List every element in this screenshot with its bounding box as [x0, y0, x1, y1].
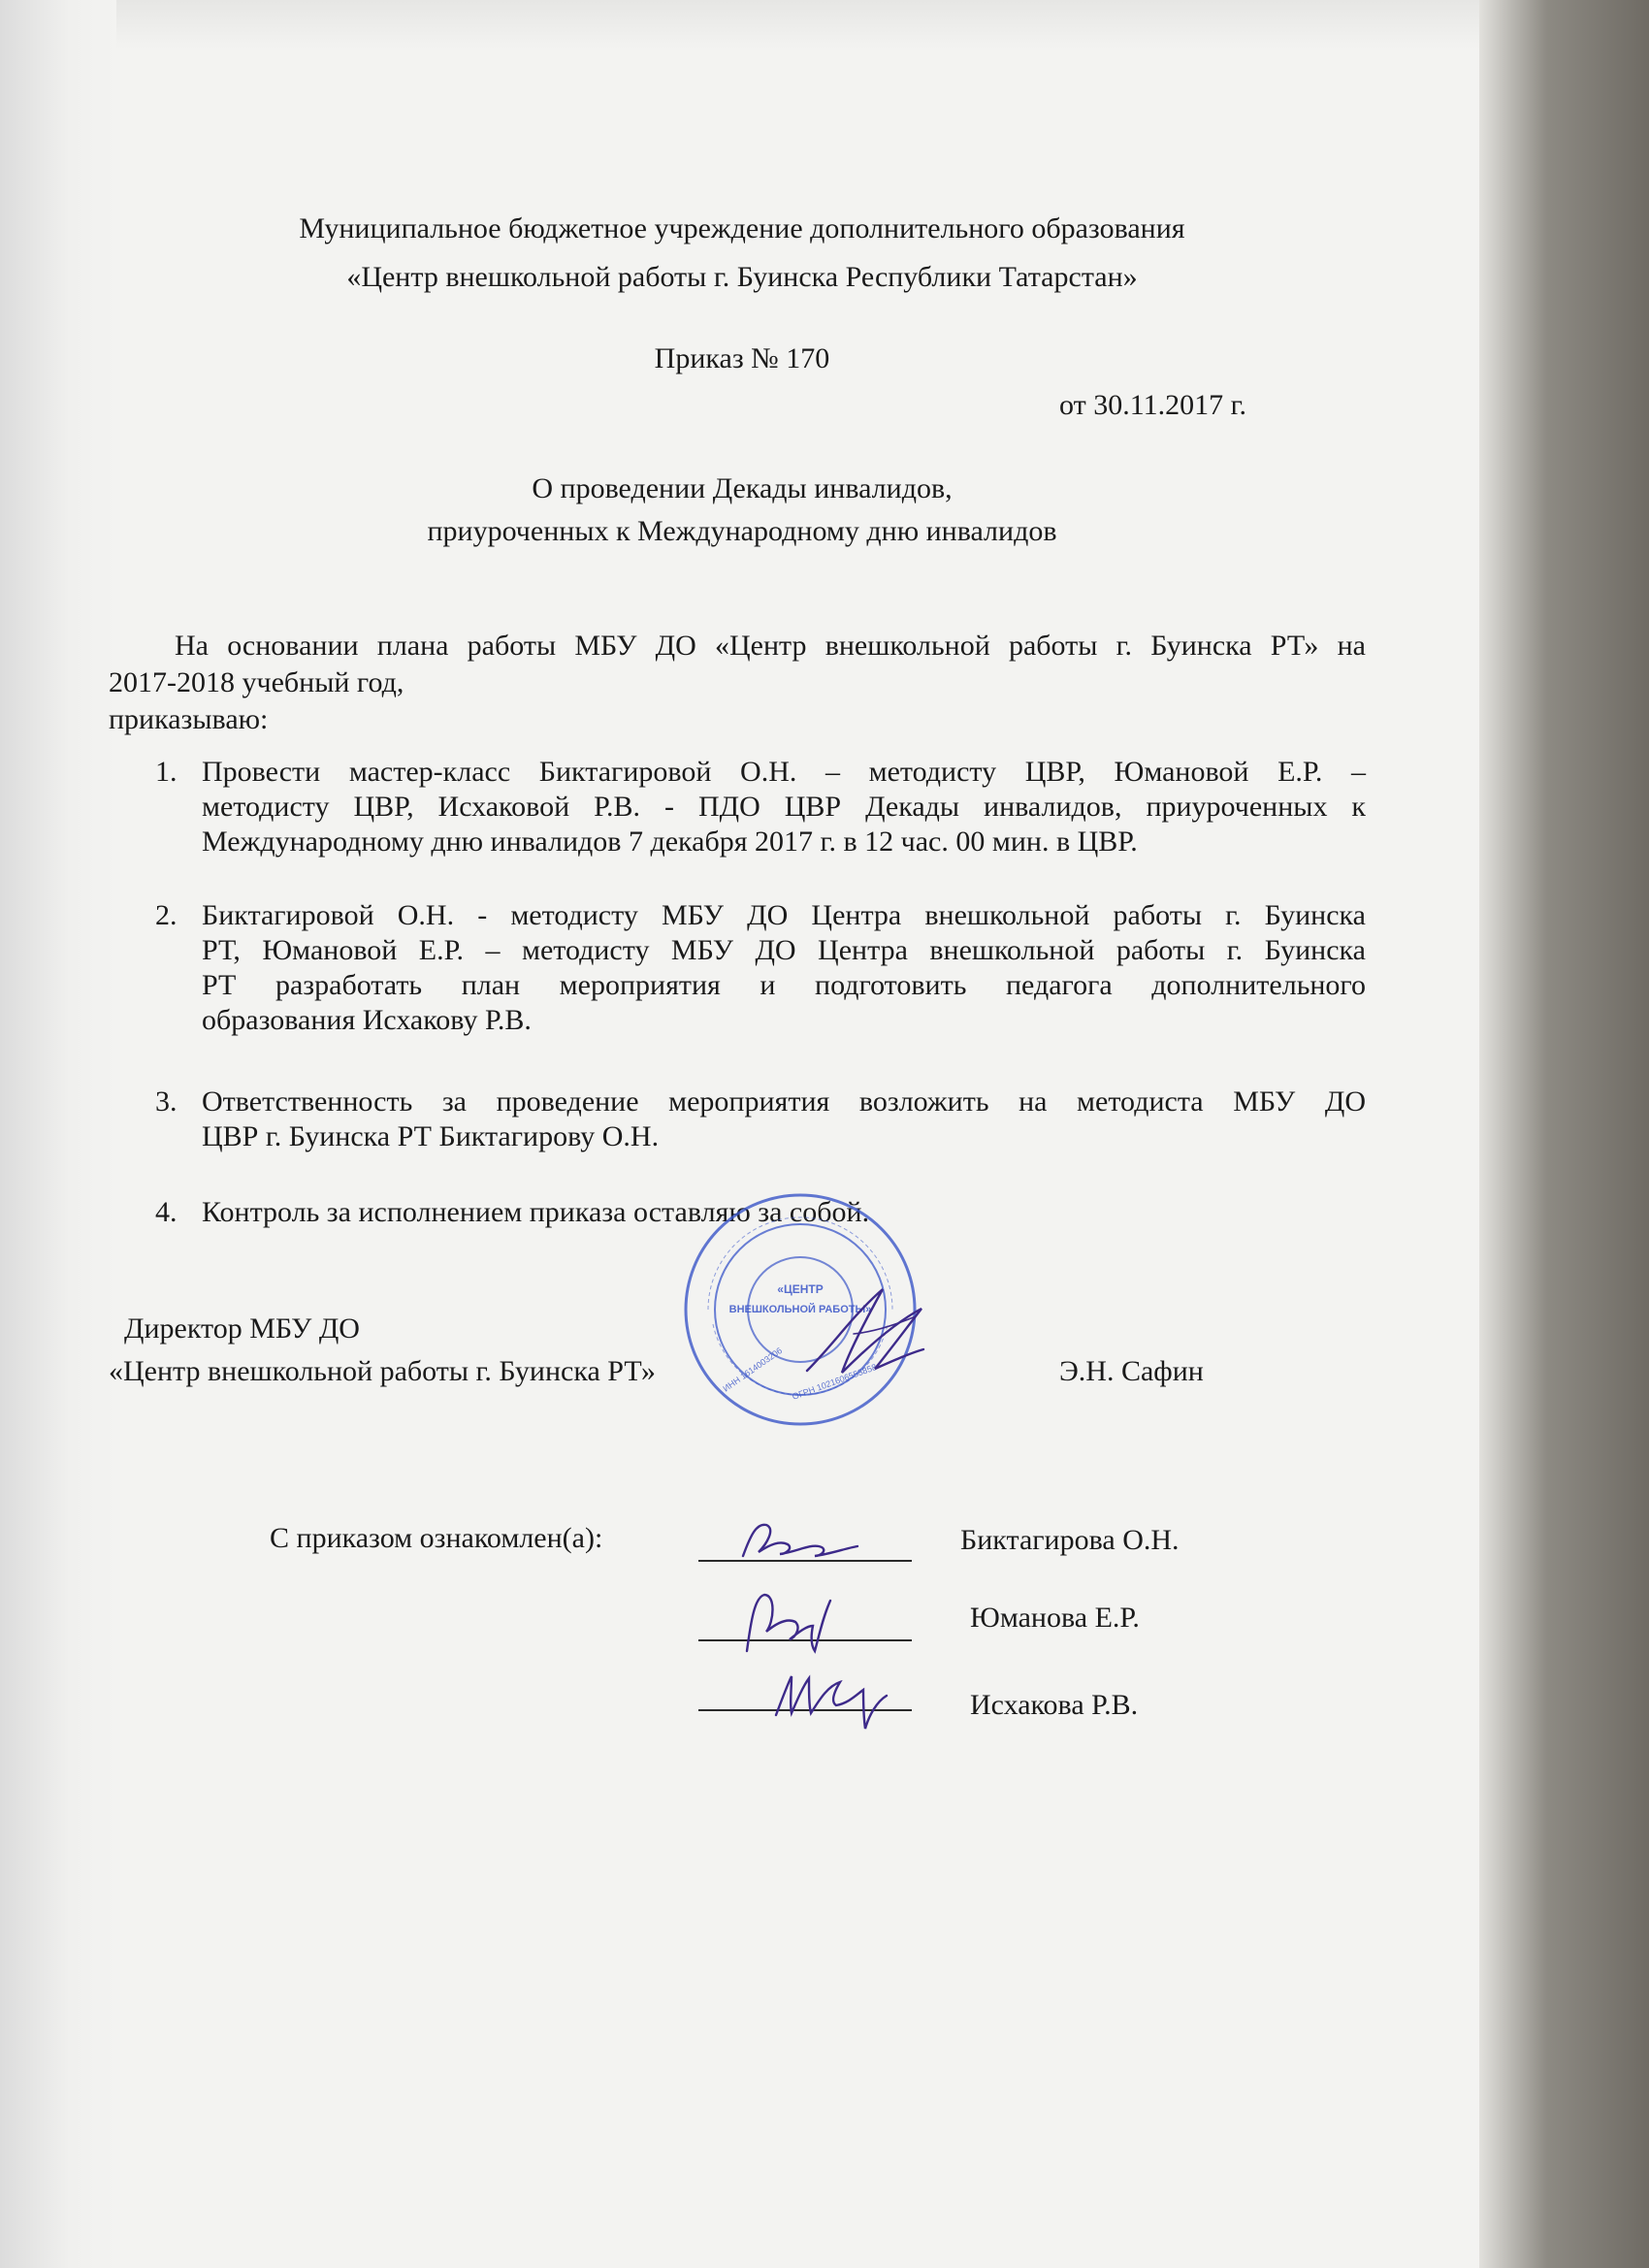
org-name-line2: «Центр внешкольной работы г. Буинска Республики Татарстан»: [346, 261, 1138, 293]
item-1-line1: Провести мастер-класс Биктагировой О.Н. – методисту ЦВР, Юмановой Е.Р. –: [202, 756, 1366, 788]
acknowledgement-name-2: Юманова Е.Р.: [970, 1602, 1140, 1634]
order-title: Приказ № 170: [654, 342, 830, 374]
item-2-line4: образования Исхакову Р.В.: [202, 1004, 532, 1036]
item-3-line2: ЦВР г. Буинска РТ Биктагирову О.Н.: [202, 1120, 660, 1152]
signature-biktagirova: [737, 1515, 863, 1564]
director-signature: [795, 1276, 931, 1382]
item-1-line2: методисту ЦВР, Исхаковой Р.В. - ПДО ЦВР Декады инвалидов, приуроченных к: [202, 791, 1366, 823]
director-position-line1: Директор МБУ ДО: [124, 1312, 360, 1345]
stamp-center-line2: ВНЕШКОЛЬНОЙ РАБОТЫ»: [728, 1304, 872, 1315]
stamp-inn: ИНН 1614003206: [721, 1345, 785, 1394]
item-2-line3: РТ разработать план мероприятия и подготовить педагога дополнительного: [202, 969, 1366, 1001]
item-2-line2: РТ, Юмановой Е.Р. – методисту МБУ ДО Центра внешкольной работы г. Буинска: [202, 934, 1366, 966]
subject-line1: О проведении Декады инвалидов,: [532, 472, 953, 504]
item-2-number: 2.: [155, 899, 178, 931]
director-position-line2: «Центр внешкольной работы г. Буинска РТ»: [109, 1355, 656, 1387]
acknowledgement-name-3: Исхакова Р.В.: [970, 1689, 1139, 1721]
director-name: Э.Н. Сафин: [1059, 1355, 1204, 1387]
preamble-line3: приказываю:: [109, 703, 269, 735]
subject-line2: приуроченных к Международному дню инвалидов: [427, 515, 1057, 547]
item-4-line1: Контроль за исполнением приказа оставляю за собой.: [202, 1196, 870, 1228]
item-1-number: 1.: [155, 756, 178, 788]
stamp-center-line1: «ЦЕНТР: [777, 1282, 824, 1296]
preamble-line2: 2017-2018 учебный год,: [109, 666, 404, 698]
stamp-ogrn: ОГРН 1021606553858: [791, 1362, 879, 1402]
order-date: от 30.11.2017 г.: [1059, 389, 1247, 421]
preamble-line1: На основании плана работы МБУ ДО «Центр внешкольной работы г. Буинска РТ» на: [175, 630, 1366, 662]
item-4-number: 4.: [155, 1196, 178, 1228]
item-3-number: 3.: [155, 1085, 178, 1118]
item-2-line1: Биктагировой О.Н. - методисту МБУ ДО Центра внешкольной работы г. Буинска: [202, 899, 1366, 931]
acknowledgement-label: С приказом ознакомлен(а):: [270, 1522, 603, 1554]
signature-iskhakova: [766, 1657, 902, 1734]
acknowledgement-name-1: Биктагирова О.Н.: [960, 1524, 1180, 1556]
signature-yumanova: [737, 1583, 844, 1661]
item-3-line1: Ответственность за проведение мероприятия возложить на методиста МБУ ДО: [202, 1085, 1366, 1118]
item-1-line3: Международному дню инвалидов 7 декабря 2017 г. в 12 час. 00 мин. в ЦВР.: [202, 826, 1138, 858]
org-name-line1: Муниципальное бюджетное учреждение дополнительного образования: [299, 212, 1185, 244]
